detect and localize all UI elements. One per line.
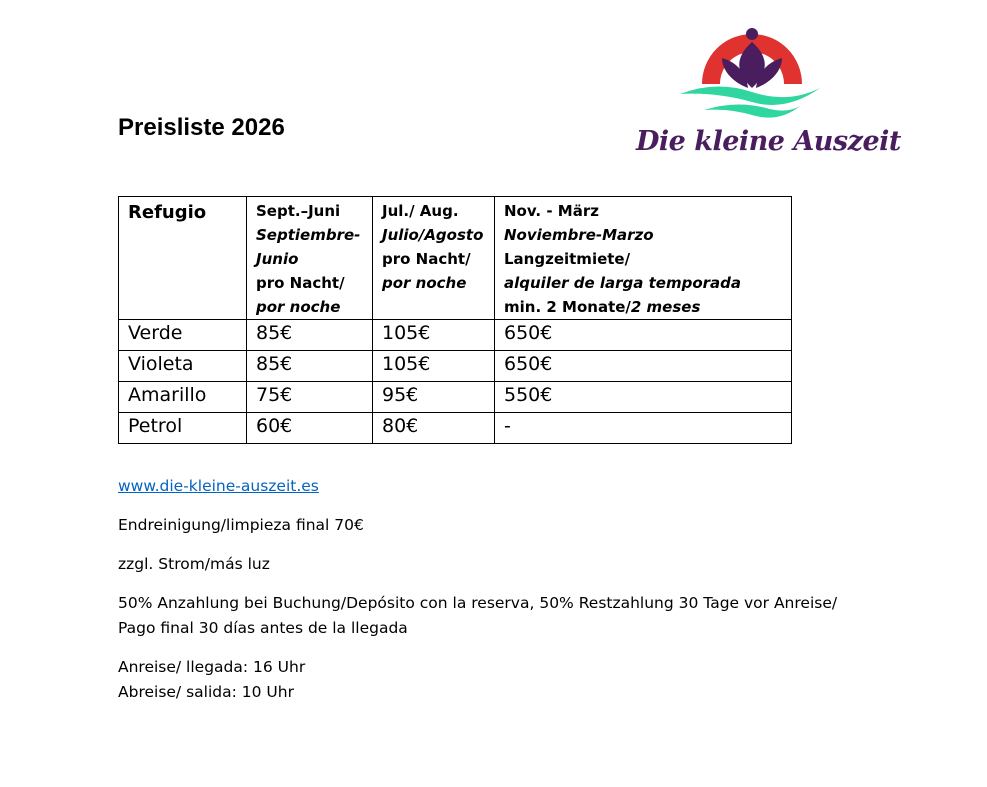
header-refugio: Refugio [119, 197, 247, 320]
website-link[interactable]: www.die-kleine-auszeit.es [118, 477, 319, 495]
refugio-name: Verde [119, 320, 247, 351]
price-table [118, 196, 792, 444]
notes [118, 474, 918, 719]
header-season-regular: Sept.–Juni Septiembre-Junio pro Nacht/ por noche [247, 197, 373, 320]
electricity-note: zzgl. Strom/más luz [118, 555, 270, 573]
price-cell: 60€ [247, 413, 373, 444]
price-cell: 85€ [247, 351, 373, 382]
arrival-time: Anreise/ llegada: 16 Uhr [118, 658, 306, 676]
page-title: Preisliste 2026 [118, 114, 285, 141]
refugio-name: Petrol [119, 413, 247, 444]
price-cell: 650€ [495, 351, 792, 382]
price-cell: 75€ [247, 382, 373, 413]
table-row [119, 351, 792, 382]
price-cell: - [495, 413, 792, 444]
payment-terms: 50% Anzahlung bei Buchung/Depósito con la reserva, 50% Restzahlung 30 Tage vor Anreise/ Pago final 30 días antes de la llegada [118, 594, 838, 637]
price-cell: 550€ [495, 382, 792, 413]
price-cell: 105€ [373, 351, 495, 382]
brand-logo [630, 18, 901, 168]
table-row [119, 320, 792, 351]
price-cell: 105€ [373, 320, 495, 351]
table-row [119, 382, 792, 413]
checkin-checkout [118, 655, 918, 705]
price-cell: 650€ [495, 320, 792, 351]
cleaning-fee: Endreinigung/limpieza final 70€ [118, 516, 364, 534]
table-row [119, 413, 792, 444]
price-cell: 80€ [373, 413, 495, 444]
price-cell: 95€ [373, 382, 495, 413]
refugio-name: Violeta [119, 351, 247, 382]
header-season-summer: Jul./ Aug. Julio/Agosto pro Nacht/ por noche [373, 197, 495, 320]
refugio-name: Amarillo [119, 382, 247, 413]
header-season-longterm: Nov. - März Noviembre-Marzo Langzeitmiete/ alquiler de larga temporada min. 2 Monate/2 meses [495, 197, 792, 320]
brand-name: Die kleine Auszeit [636, 126, 901, 157]
departure-time: Abreise/ salida: 10 Uhr [118, 683, 294, 701]
table-header-row [119, 197, 792, 320]
lotus-logo-icon [676, 18, 826, 118]
price-cell: 85€ [247, 320, 373, 351]
